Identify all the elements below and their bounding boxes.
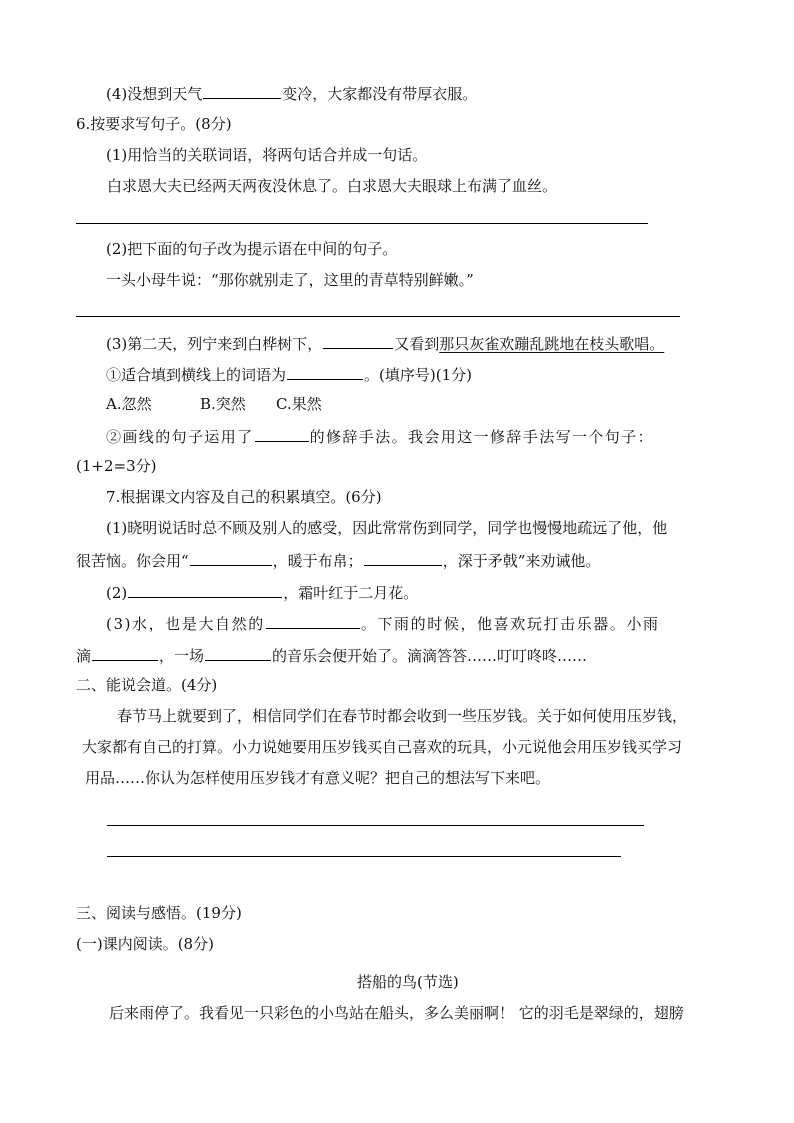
- q6-s2-text: 一头小母牛说：“那你就别走了，这里的青草特别鲜嫩。”: [106, 271, 474, 289]
- q4-line: (4)没想到天气 变冷，大家都没有带厚衣服。: [106, 82, 477, 104]
- q7-s1-line1: (1)晓明说话时总不顾及别人的感受，因此常常伤到同学，同学也慢慢地疏远了他，他: [106, 519, 668, 537]
- q7-s3-blank-1[interactable]: [266, 612, 360, 629]
- q7-s3-line1: (3)水，也是大自然的 。下雨的时候，他喜欢玩打击乐器。小雨: [106, 612, 660, 634]
- section3-title: 三、阅读与感悟。(19分): [76, 904, 242, 922]
- q6-s3-q1: ①适合填到横线上的词语为 。(填序号)(1分): [106, 363, 472, 385]
- section3-subtitle: (一)课内阅读。(8分): [76, 935, 214, 953]
- q7-s1-blank-2[interactable]: [364, 549, 442, 566]
- q6-s3-options: [106, 394, 322, 414]
- section2-answer-line-1[interactable]: [107, 825, 644, 826]
- q6-s3-q2: ②画线的句子运用了 的修辞手法。我会用这一修辞手法写一个句子：: [106, 425, 654, 447]
- q6-s1-text: 白求恩大夫已经两天两夜没休息了。白求恩大夫眼球上布满了血丝。: [107, 177, 558, 195]
- q6-s3-blank[interactable]: [323, 332, 393, 349]
- q4-blank[interactable]: [203, 82, 281, 99]
- q6-s2-instruction: (2)把下面的句子改为提示语在中间的句子。: [106, 240, 398, 258]
- q6-title: 6.按要求写句子。(8分): [76, 115, 232, 133]
- section2-title: 二、能说会道。(4分): [76, 676, 218, 694]
- section2-answer-line-2[interactable]: [107, 856, 621, 857]
- q7-s3-blank-3[interactable]: [205, 644, 271, 661]
- q6-s2-answer-line[interactable]: [76, 316, 680, 317]
- passage-line1: 后来雨停了。我看见一只彩色的小鸟站在船头，多么美丽啊！ 它的羽毛是翠绿的，翅膀: [109, 1004, 684, 1022]
- q6-s3-underlined-sentence: 那只灰雀欢蹦乱跳地在枝头歌唱。: [439, 335, 665, 353]
- q7-s2-blank[interactable]: [128, 581, 282, 598]
- q7-s3-line2: 滴 ，一场 的音乐会便开始了。滴滴答答……叮叮咚咚……: [76, 644, 587, 666]
- q7-s3-blank-2[interactable]: [92, 644, 158, 661]
- section2-para-line1: 春节马上就要到了，相信同学们在春节时都会收到一些压岁钱。关于如何使用压岁钱，: [117, 707, 688, 725]
- section2-para-line2: 大家都有自己的打算。小力说她要用压岁钱买自己喜欢的玩具，小元说他会用压岁钱买学习: [82, 738, 683, 756]
- q7-s2-line: (2) ，霜叶红于二月花。: [106, 581, 418, 603]
- section2-para-line3: 用品……你认为怎样使用压岁钱才有意义呢？把自己的想法写下来吧。: [85, 769, 551, 787]
- passage-title: 搭船的鸟(节选): [357, 973, 459, 991]
- q6-s1-instruction: (1)用恰当的关联词语，将两句话合并成一句话。: [106, 146, 428, 164]
- q7-s1-blank-1[interactable]: [190, 549, 272, 566]
- q7-s1-line2: 很苦恼。你会用“ ，暖于布帛； ，深于矛戟”来劝诫他。: [76, 549, 600, 571]
- q6-s3-q2-score: (1+2=3分): [76, 457, 157, 475]
- q7-title: 7.根据课文内容及自己的积累填空。(6分): [106, 488, 382, 506]
- q6-s1-answer-line[interactable]: [76, 223, 648, 224]
- q6-s3-q1-blank[interactable]: [287, 363, 363, 380]
- option-c[interactable]: C.果然: [276, 395, 322, 413]
- option-b[interactable]: B.突然: [200, 395, 246, 413]
- q6-s3-q2-blank[interactable]: [255, 425, 309, 442]
- q6-s3-line: (3)第二天，列宁来到白桦树下， 又看到那只灰雀欢蹦乱跳地在枝头歌唱。: [106, 332, 664, 354]
- option-a[interactable]: A.忽然: [106, 395, 152, 413]
